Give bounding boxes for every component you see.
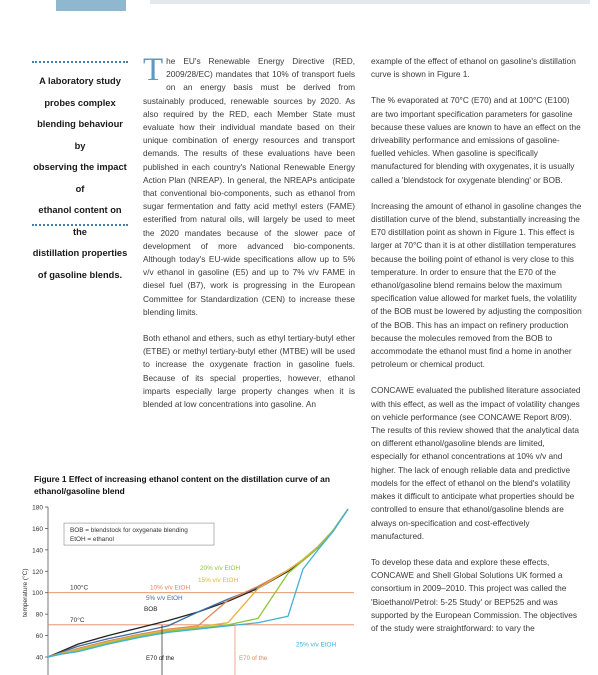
y-tick-label: 40 — [35, 654, 43, 662]
paragraph: Both ethanol and ethers, such as ethyl tertiary-butyl ether (ETBE) or methyl tertiary-butyl ether (MTBE) will be used to increase the oxygenate fraction in gasoline fuels. Because of its special properties, however, ethanol imparts especially large property changes when it is blended at low concentrations into gasoline. An — [143, 333, 355, 410]
chart-axes — [21, 505, 48, 675]
y-axis-label: temperature (°C) — [22, 568, 29, 617]
legend-line: EtOH = ethanol — [70, 536, 114, 544]
pull-quote-line: A laboratory study — [39, 76, 121, 86]
article-column-left — [143, 52, 355, 424]
paragraph: CONCAWE evaluated the published literature associated with this effect, as well as the impact of volatility changes on vehicle performance (see CONCAWE Report 8/09). The results of this review showed that the analytical data on different ethanol/gasoline blends are limited, especially for ethanol concentrations at 10% v/v and higher. The lack of enough reliable data and predictive models for the effect of ethanol on the blend's volatility makes it difficult to anticipate what properties should be controlled to ensure that ethanol/gasoline blends are always on-specification and cost-effectively manufactured. — [371, 385, 581, 541]
y-tick-label: 180 — [32, 504, 43, 512]
pull-quote-line: blending behaviour by — [37, 119, 123, 151]
pull-quote-line: probes complex — [44, 97, 116, 108]
pull-quote-line: of gasoline blends. — [37, 269, 123, 280]
y-tick-label: 100 — [32, 590, 43, 598]
paragraph: Increasing the amount of ethanol in gasoline changes the distillation curve of the blend, substantially increasing the E70 distillation point as shown in Figure 1. This effect is larger at 70°C than it is at other distillation temperatures because the boiling point of ethanol is very close to this temperature. In order to ensure that the E70 of the ethanol/gasoline blend remains below the maximum specification value allowed for market fuels, the volatility of the BOB must be lowered by adjusting the composition of the BOB. This has an impact on refinery production because the molecules removed from the BOB to accommodate the ethanol must find a home in another petroleum or chemical product. — [371, 200, 582, 370]
y-tick-label: 60 — [35, 633, 43, 641]
reference-line-label: 70°C — [70, 616, 85, 624]
series-label: 5% v/v EtOH — [146, 595, 183, 603]
series-label: BOB — [144, 605, 158, 613]
paragraph: The % evaporated at 70°C (E70) and at 100°C (E100) are two important specification parameters for gasoline because these values are known to have an effect on the driveability performance and emissions of gasoline-fuelled vehicles. When gasoline is specifically manufactured for blending with oxygenates, it is usually called a 'blendstock for oxygenate blending' or BOB. — [371, 95, 581, 185]
top-header-band — [0, 0, 598, 12]
legend-box — [64, 523, 214, 545]
header-rule — [150, 0, 590, 4]
sidebar-top-divider — [32, 61, 128, 63]
y-tick-label: 120 — [32, 568, 43, 576]
chart-labels — [64, 523, 337, 675]
series-label: 10% v/v EtOH — [150, 584, 191, 592]
y-tick-label: 160 — [32, 525, 43, 533]
reference-line-label: 100°C — [70, 584, 89, 592]
sidebar-pull-quote — [32, 71, 128, 286]
series-label: 20% v/v EtOH — [200, 565, 241, 573]
pull-quote-line: distillation properties — [32, 248, 128, 258]
paragraph-text: he EU's Renewable Energy Directive (RED, 2009/28/EC) mandates that 10% of transport fuels on an energy basis must be derived from sustainably produced, renewable sources by 2020. As also required by the RED, each Member State must evaluate how their individual mandate based on their unique combination of energy resources and transport demands. The results of these evaluations have been published in each country's National Renewable Energy Action Plan (NREAP). In general, the NREAPs anticipate that conventional bio-components, such as ethanol from sugar fermentation and fatty acid methyl esters (FAME) esterified from natural oils, will largely be used to meet the 2020 mandates because of the slower pace of development of more advanced bio-components. Although today's EU-wide specifications allow up to 5% v/v ethanol in gasoline (E5) and up to 7% v/v FAME in diesel fuel (B7), work is progressing in the European Committee for Standardization (CEN) to increase these blending limits. — [143, 56, 355, 317]
article-column-right — [371, 55, 582, 648]
y-tick-label: 80 — [35, 611, 43, 619]
series-label: 15% v/v EtOH — [198, 577, 239, 584]
pull-quote-line: observing the impact of — [33, 162, 127, 194]
figure-caption: Figure 1 Effect of increasing ethanol content on the distillation curve of an ethanol/gasoline blend — [34, 474, 330, 496]
paragraph: example of the effect of ethanol on gasoline's distillation curve is shown in Figure 1. — [371, 56, 576, 80]
y-tick-label: 140 — [32, 547, 43, 555]
pull-quote-line: ethanol content on the — [38, 205, 122, 237]
series-label: 25% v/v EtOH — [296, 641, 337, 649]
distillation-chart — [18, 502, 366, 675]
chart-reference-lines — [48, 584, 354, 625]
annotation-label: E70 of the — [146, 655, 175, 662]
header-tab-block — [56, 0, 126, 11]
legend-line: BOB = blendstock for oxygenate blending — [70, 527, 188, 535]
annotation-label: E70 of the — [239, 655, 268, 662]
paragraph: To develop these data and explore these effects, CONCAWE and Shell Global Solutions UK formed a consortium in 2009–2010. This project was called the 'Bioethanol/Petrol: 5-25 Study' or BEP525 and was supported by the European Commission. The objectives of the study were straightforward: to vary the — [371, 556, 578, 633]
paragraph — [143, 52, 355, 319]
drop-cap: T — [143, 52, 164, 88]
sidebar-bottom-divider — [32, 224, 128, 226]
